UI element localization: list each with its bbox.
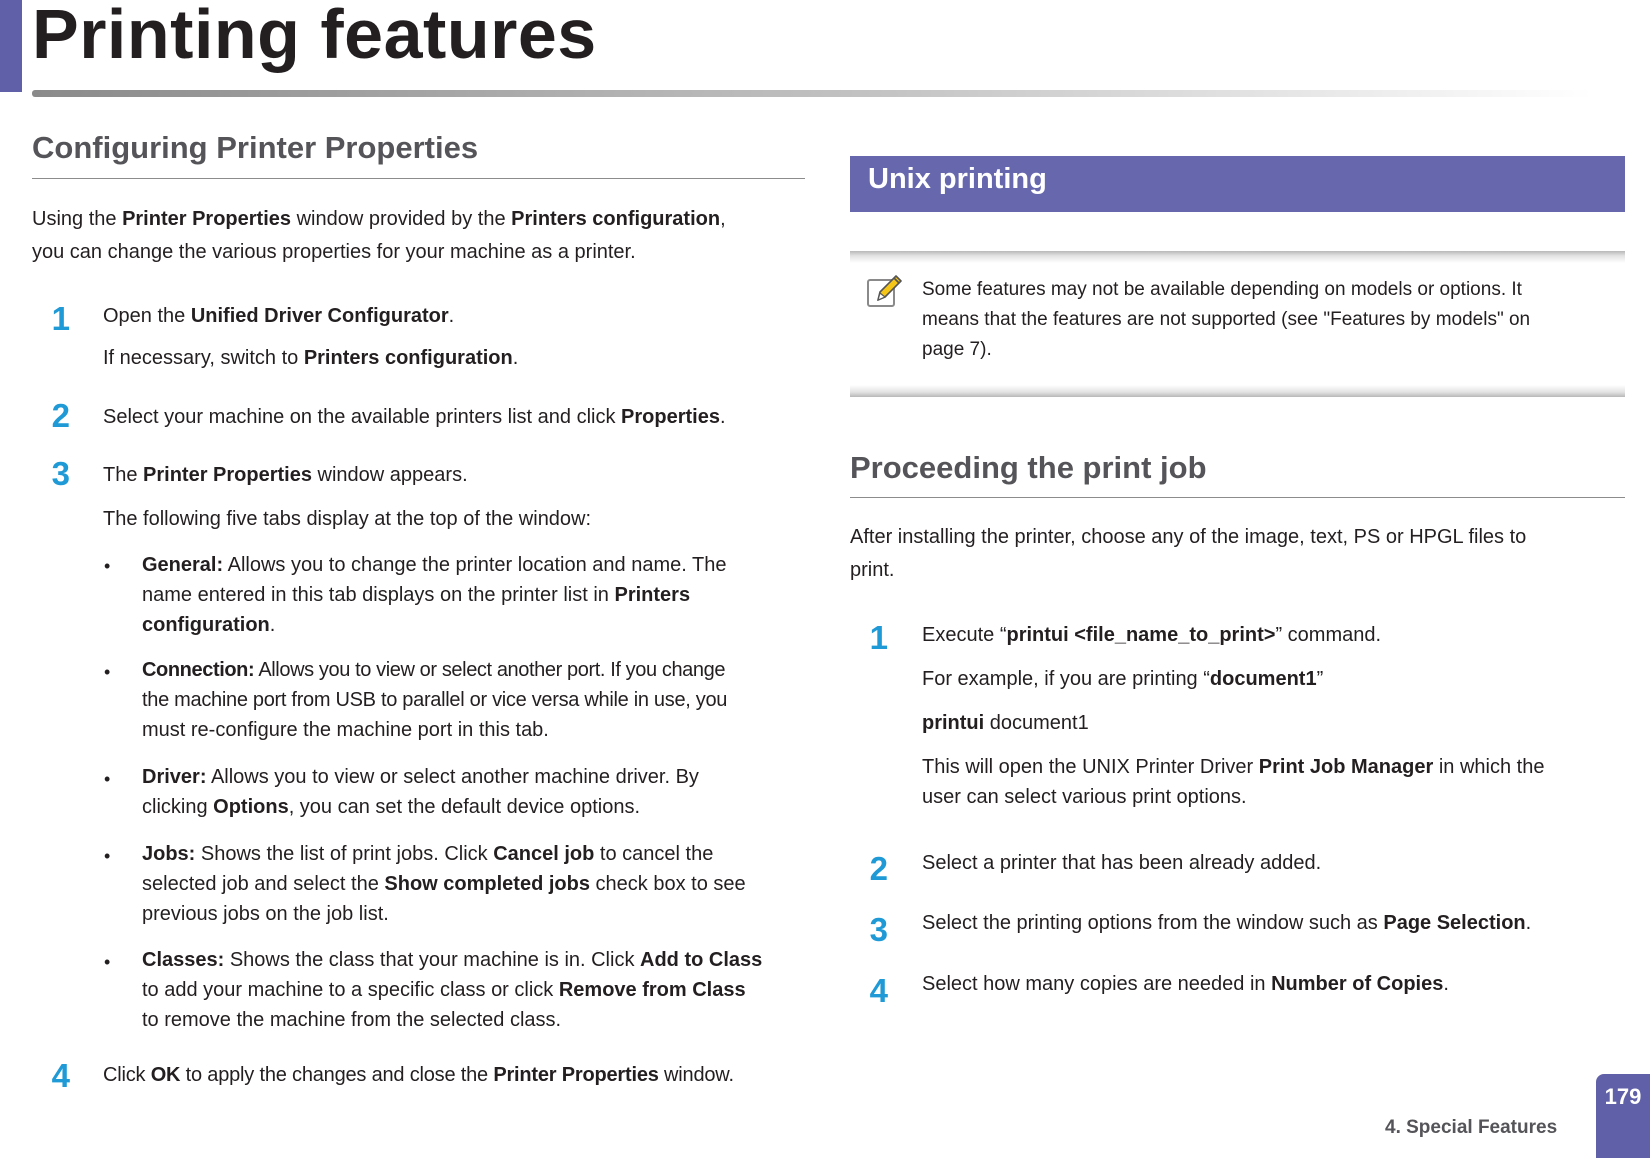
note-box-bottom-border: [850, 385, 1625, 397]
step-number: 3: [51, 455, 70, 492]
bullet-marker: •: [104, 952, 111, 972]
step-number: 1: [869, 619, 888, 656]
step-text: Open the Unified Driver Configurator. If necessary, switch to Printers configuration.: [103, 305, 519, 369]
step-number: 2: [51, 397, 70, 434]
bullet-general: General: Allows you to change the printer location and name. The name entered in this tab displays on the printer list in Printers configuration.: [142, 554, 727, 636]
bullet-marker: •: [104, 662, 111, 682]
step-number: 2: [869, 850, 888, 887]
step-number: 4: [869, 972, 888, 1009]
bullet-marker: •: [104, 769, 111, 789]
note-box-top-border: [850, 251, 1625, 263]
banner-title: Unix printing: [868, 163, 1047, 195]
section-heading-configuring: Configuring Printer Properties: [32, 130, 479, 165]
step-text: Select the printing options from the window such as Page Selection.: [922, 912, 1532, 934]
bullet-marker: •: [104, 556, 111, 576]
header-accent-bar: [0, 0, 22, 92]
step-text: Select a printer that has been already added.: [922, 852, 1322, 874]
section-heading-proceeding: Proceeding the print job: [850, 450, 1207, 485]
step-text: Select how many copies are needed in Number of Copies.: [922, 973, 1449, 995]
bullet-marker: •: [104, 846, 111, 866]
step-text: Execute “printui <file_name_to_print>” command. For example, if you are printing “document1” printui document1 This will open the UNIX Printer Driver Print Job Manager in which the user can select various print options.: [922, 624, 1545, 808]
header-rule: [32, 90, 1592, 97]
footer-section-label: 4. Special Features: [1385, 1117, 1558, 1138]
bullet-classes: Classes: Shows the class that your machine is in. Click Add to Class to add your machine to a specific class or click Remove from Class to remove the machine from the selected class.: [142, 949, 763, 1031]
step-number: 3: [869, 911, 888, 948]
step-number: 1: [51, 300, 70, 337]
page-title: Printing features: [32, 0, 597, 73]
pencil-note-icon: [864, 272, 904, 312]
proceeding-intro: After installing the printer, choose any of the image, text, PS or HPGL files to print.: [850, 526, 1527, 581]
step-text: Select your machine on the available printers list and click Properties.: [103, 406, 726, 428]
page-number: 179: [1604, 1084, 1642, 1109]
step-number: 4: [51, 1057, 70, 1094]
intro-paragraph: Using the Printer Properties window provided by the Printers configuration, you can change the various properties for your machine as a printer.: [32, 208, 726, 263]
section-rule: [32, 178, 805, 179]
step-text: Click OK to apply the changes and close the Printer Properties window.: [103, 1064, 734, 1086]
bullet-jobs: Jobs: Shows the list of print jobs. Click Cancel job to cancel the selected job and select the Show completed jobs check box to see previous jobs on the job list.: [142, 843, 746, 925]
section-rule: [850, 497, 1625, 498]
step-text: The Printer Properties window appears. The following five tabs display at the top of the window:: [103, 464, 592, 530]
note-text: Some features may not be available depending on models or options. It means that the features are not supported (see "Features by models" on page 7).: [922, 279, 1531, 360]
bullet-connection: Connection: Allows you to view or select another port. If you change the machine port from USB to parallel or vice versa while in use, you must re-configure the machine port in this tab.: [142, 659, 728, 741]
bullet-driver: Driver: Allows you to view or select another machine driver. By clicking Options, you can set the default device options.: [142, 766, 699, 818]
